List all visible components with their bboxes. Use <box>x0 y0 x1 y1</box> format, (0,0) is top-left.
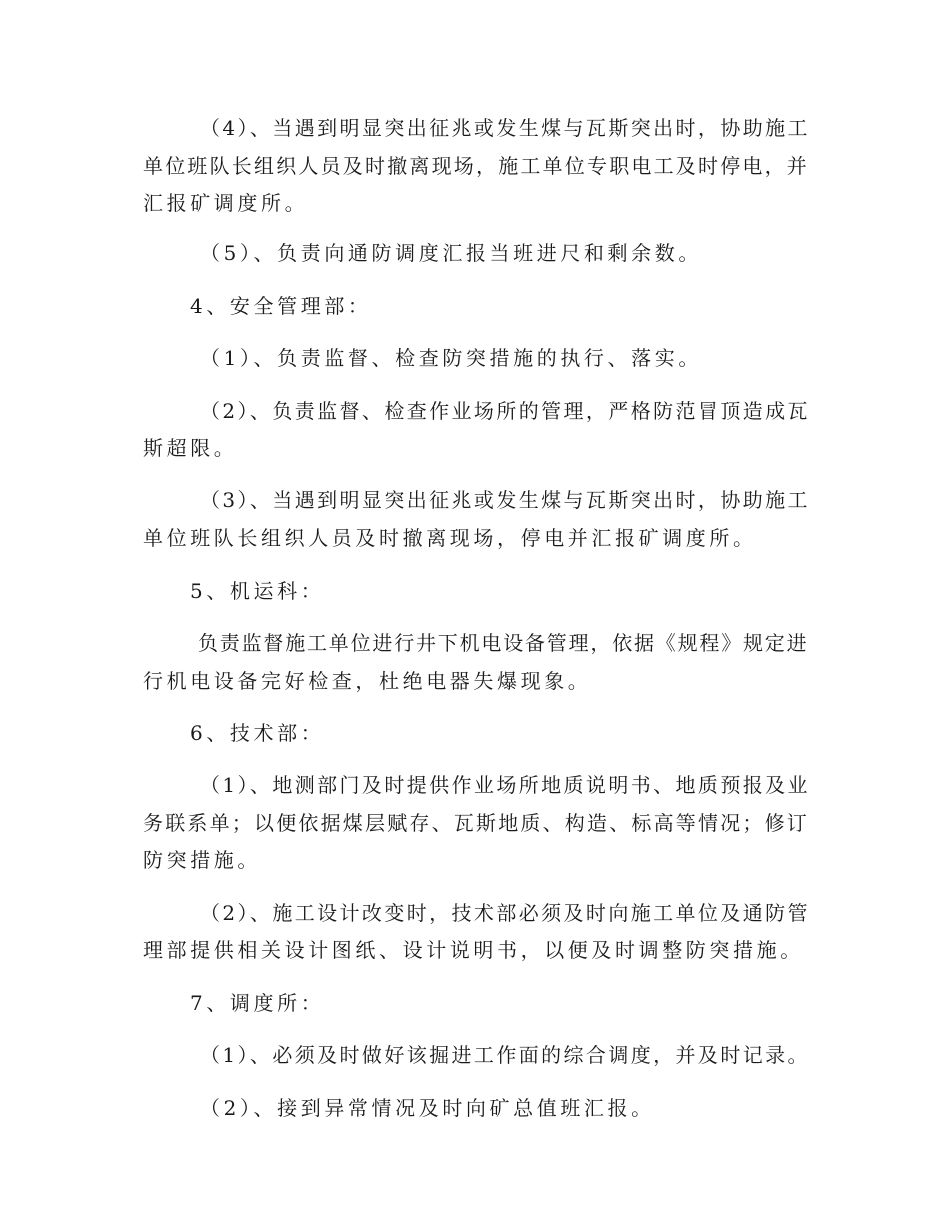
section-heading-4: 4、安全管理部： <box>190 294 372 318</box>
section-heading-6: 6、技术部： <box>190 721 325 745</box>
paragraph-s4-2-line-2: 斯超限。 <box>143 436 238 460</box>
paragraph-s6-1-line-3: 防突措施。 <box>143 848 261 872</box>
paragraph-s4-3-line-1: （3）、当遇到明显突出征兆或发生煤与瓦斯突出时，协助施工 <box>200 488 810 512</box>
paragraph-s4-2-line-1: （2）、负责监督、检查作业场所的管理，严格防范冒顶造成瓦 <box>200 399 810 423</box>
paragraph-4-4-line-1: （4）、当遇到明显突出征兆或发生煤与瓦斯突出时，协助施工 <box>200 116 810 140</box>
paragraph-s6-1-line-2: 务联系单；以便依据煤层赋存、瓦斯地质、构造、标高等情况；修订 <box>143 811 809 835</box>
paragraph-s4-3-line-2: 单位班队长组织人员及时撤离现场，停电并汇报矿调度所。 <box>143 526 757 550</box>
paragraph-4-4-line-2: 单位班队长组织人员及时撤离现场，施工单位专职电工及时停电，并 <box>143 154 809 178</box>
paragraph-s6-2-line-1: （2）、施工设计改变时，技术部必须及时向施工单位及通防管 <box>200 901 810 925</box>
section-heading-7: 7、调度所： <box>190 991 325 1015</box>
paragraph-s4-1: （1）、负责监督、检查防突措施的执行、落实。 <box>200 346 702 370</box>
paragraph-s7-2: （2）、接到异常情况及时向矿总值班汇报。 <box>200 1096 655 1120</box>
paragraph-s5-line-1: 负责监督施工单位进行井下机电设备管理，依据《规程》规定进 <box>198 631 809 655</box>
paragraph-s6-1-line-1: （1）、地测部门及时提供作业场所地质说明书、地质预报及业 <box>200 773 810 797</box>
paragraph-s5-line-2: 行机电设备完好检查，杜绝电器失爆现象。 <box>143 669 592 693</box>
paragraph-4-5: （5）、负责向通防调度汇报当班进尺和剩余数。 <box>200 241 702 265</box>
paragraph-s6-2-line-2: 理部提供相关设计图纸、设计说明书，以便及时调整防突措施。 <box>143 938 804 962</box>
paragraph-4-4-line-3: 汇报矿调度所。 <box>143 191 309 215</box>
section-heading-5: 5、机运科： <box>190 579 325 603</box>
paragraph-s7-1: （1）、必须及时做好该掘进工作面的综合调度，并及时记录。 <box>200 1043 810 1067</box>
